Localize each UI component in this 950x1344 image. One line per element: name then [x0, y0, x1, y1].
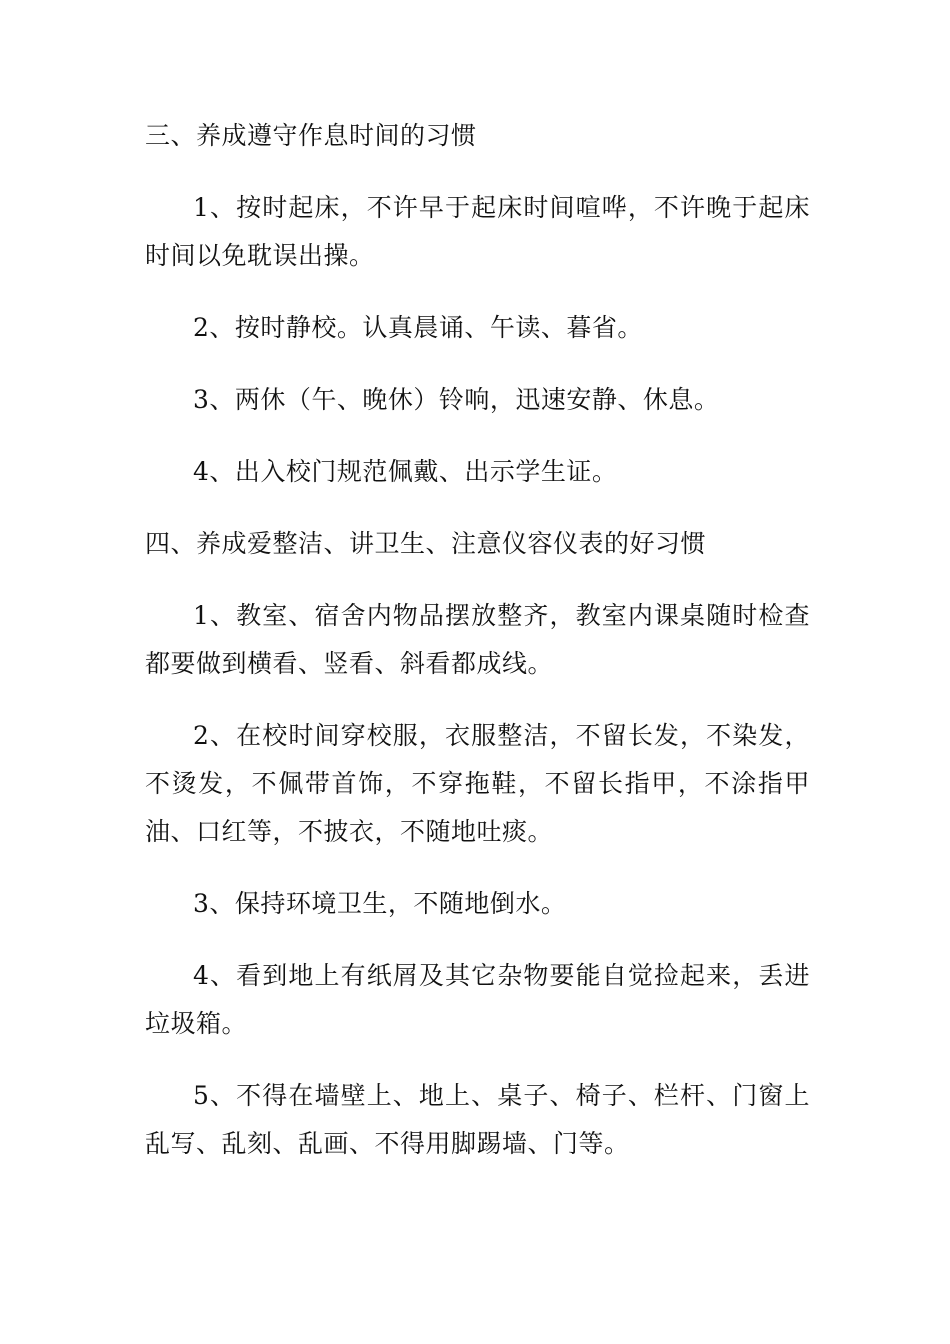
- section-4-item-1: 1、教室、宿舍内物品摆放整齐，教室内课桌随时检查都要做到横看、竖看、斜看都成线。: [145, 601, 810, 678]
- section-3-item-1: 1、按时起床，不许早于起床时间喧哗，不许晚于起床时间以免耽误出操。: [145, 193, 810, 270]
- section-4-item-3: 3、保持环境卫生，不随地倒水。: [193, 889, 567, 918]
- section-3-item-3: 3、两休（午、晚休）铃响，迅速安静、休息。: [193, 385, 720, 414]
- section-3-item-4: 4、出入校门规范佩戴、出示学生证。: [193, 457, 618, 486]
- section-3-item-2: 2、按时静校。认真晨诵、午读、暮省。: [193, 313, 643, 342]
- section-heading-3: 三、养成遵守作息时间的习惯: [145, 121, 477, 150]
- section-4-item-4: 4、看到地上有纸屑及其它杂物要能自觉捡起来，丢进垃圾箱。: [145, 961, 810, 1038]
- section-heading-4: 四、养成爱整洁、讲卫生、注意仪容仪表的好习惯: [145, 529, 707, 558]
- document-body: [145, 112, 810, 1168]
- section-4-item-2: 2、在校时间穿校服，衣服整洁，不留长发，不染发，不烫发，不佩带首饰，不穿拖鞋，不留长指甲，不涂指甲油、口红等，不披衣，不随地吐痰。: [145, 721, 810, 846]
- section-4-item-5: 5、不得在墙壁上、地上、桌子、椅子、栏杆、门窗上乱写、乱刻、乱画、不得用脚踢墙、门等。: [145, 1081, 810, 1158]
